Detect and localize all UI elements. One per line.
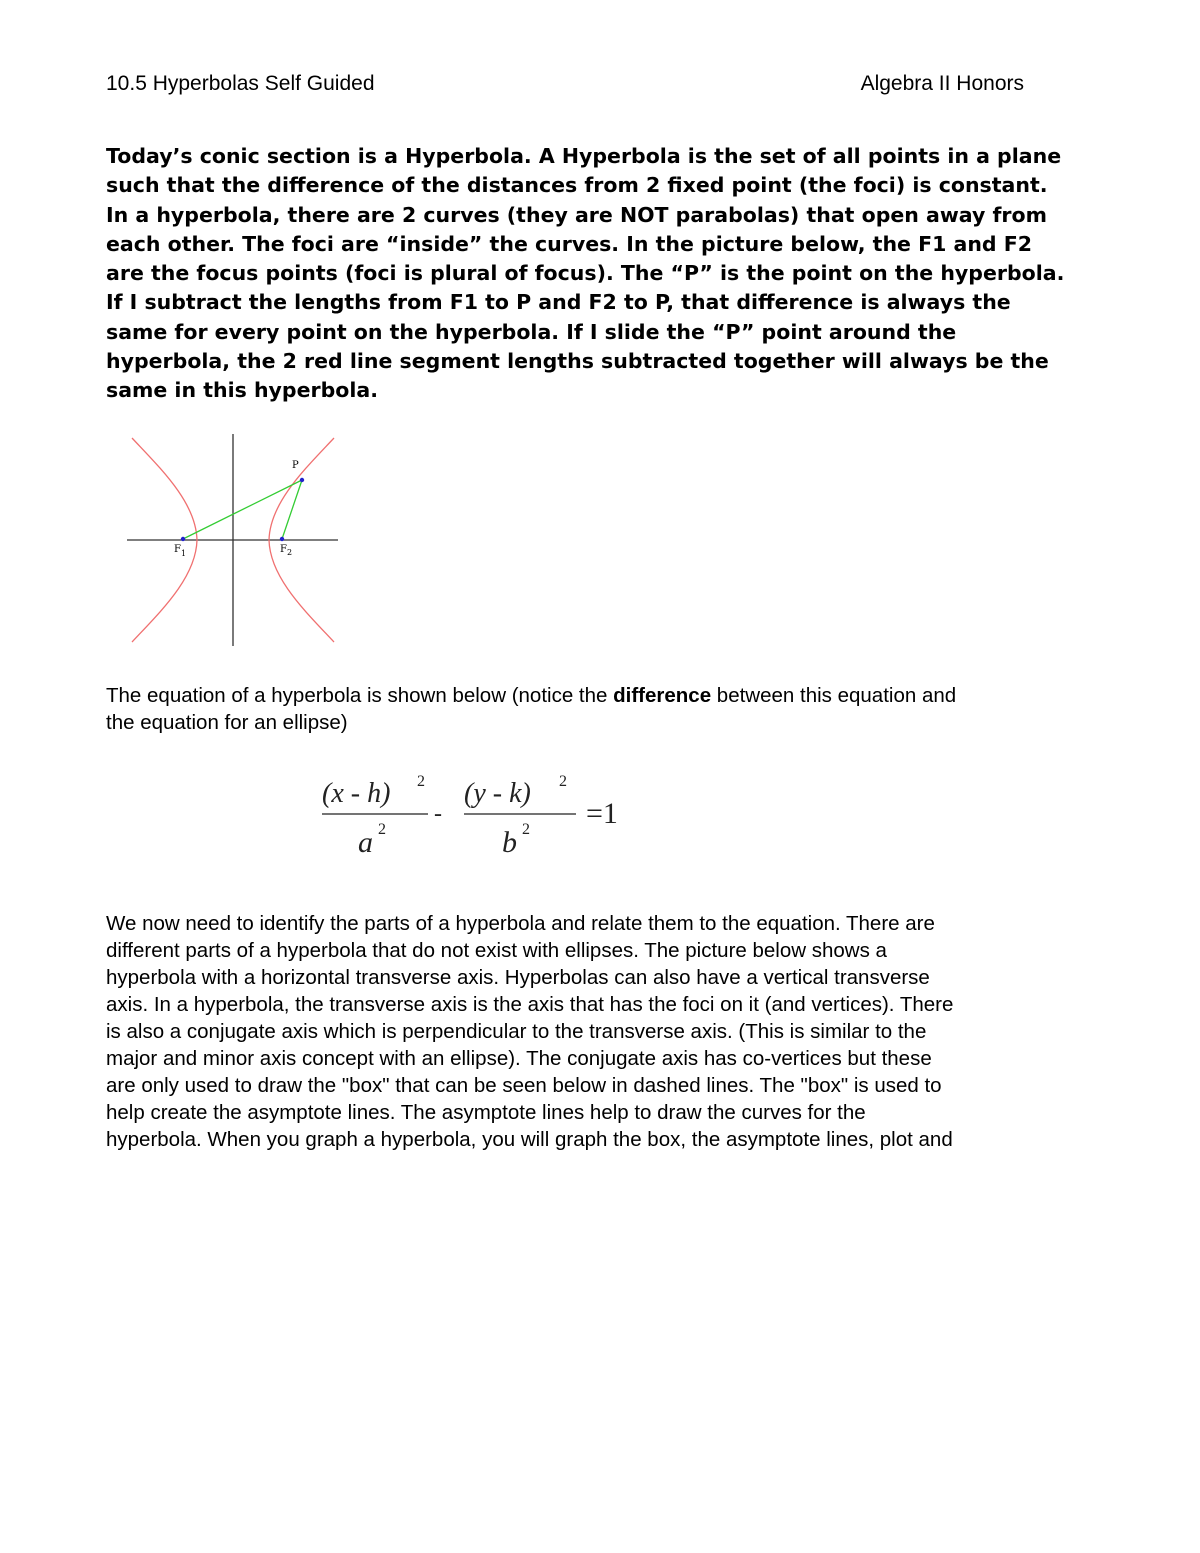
intro-line: hyperbola, the 2 red line segment lengths subtracted together will always be the <box>106 349 1049 374</box>
equation-intro-paragraph <box>106 683 1106 736</box>
numerator-1-exponent: 2 <box>417 773 425 790</box>
hyperbola-parts-paragraph <box>106 910 1106 1153</box>
parts-line: axis. In a hyperbola, the transverse axis is the axis that has the foci on it (and vertices). There <box>106 993 954 1016</box>
parts-line: major and minor axis concept with an ellipse). The conjugate axis has co-vertices but these <box>106 1047 932 1070</box>
course-name: Algebra II Honors <box>860 72 1024 95</box>
point-p <box>300 478 304 482</box>
denominator-2: b <box>502 826 517 859</box>
equals-one: =1 <box>586 797 618 830</box>
document-title: 10.5 Hyperbolas Self Guided <box>106 72 375 95</box>
focus-2-label: $F_2$ <box>280 544 293 557</box>
minus-sign: - <box>434 801 442 827</box>
equation-intro-line: the equation for an ellipse) <box>106 710 348 734</box>
segment-f1-p <box>183 480 302 539</box>
intro-line: If I subtract the lengths from F1 to P and F2 to P, that difference is always the <box>106 290 1011 315</box>
focus-2-point <box>280 537 284 541</box>
focus-1-label: $F_1$ <box>174 544 187 558</box>
parts-line: hyperbola. When you graph a hyperbola, you will graph the box, the asymptote lines, plot and <box>106 1128 953 1151</box>
parts-line: help create the asymptote lines. The asymptote lines help to draw the curves for the <box>106 1101 866 1124</box>
intro-line: In a hyperbola, there are 2 curves (they are NOT parabolas) that open away from <box>106 202 1047 227</box>
focus-1-point <box>181 537 185 541</box>
intro-line: such that the difference of the distances from 2 fixed point (the foci) is constant. <box>106 173 1048 198</box>
hyperbola-diagram <box>120 428 350 650</box>
intro-line: are the focus points (foci is plural of focus). The “P” is the point on the hyperbola. <box>106 261 1065 286</box>
hyperbola-figure <box>120 428 350 650</box>
point-p-label: P <box>292 460 299 471</box>
numerator-1: (x - h) <box>322 778 391 809</box>
parts-line: hyperbola with a horizontal transverse axis. Hyperbolas can also have a vertical transverse <box>106 966 930 989</box>
denominator-1-exponent: 2 <box>378 821 386 838</box>
intro-paragraph <box>106 142 1096 406</box>
intro-line: same in this hyperbola. <box>106 378 379 403</box>
intro-line: each other. The foci are “inside” the curves. In the picture below, the F1 and F2 <box>106 231 1033 256</box>
denominator-1: a <box>358 826 373 859</box>
emphasis-difference: difference <box>613 684 712 707</box>
numerator-2: (y - k) <box>464 778 531 809</box>
denominator-2-exponent: 2 <box>522 821 530 838</box>
page-header <box>106 72 1024 100</box>
parts-line: different parts of a hyperbola that do not exist with ellipses. The picture below shows a <box>106 939 887 962</box>
numerator-2-exponent: 2 <box>559 773 567 790</box>
intro-line: same for every point on the hyperbola. If I slide the “P” point around the <box>106 319 957 344</box>
parts-line: is also a conjugate axis which is perpendicular to the transverse axis. (This is similar to the <box>106 1020 927 1043</box>
equation-intro-line: The equation of a hyperbola is shown below (notice the difference between this equation and <box>106 684 957 707</box>
intro-line: Today’s conic section is a Hyperbola. A Hyperbola is the set of all points in a plane <box>106 144 1062 168</box>
hyperbola-equation <box>316 768 636 864</box>
equation-image <box>316 768 636 864</box>
parts-line: We now need to identify the parts of a hyperbola and relate them to the equation. There are <box>106 912 935 935</box>
parts-line: are only used to draw the "box" that can be seen below in dashed lines. The "box" is used to <box>106 1074 942 1097</box>
